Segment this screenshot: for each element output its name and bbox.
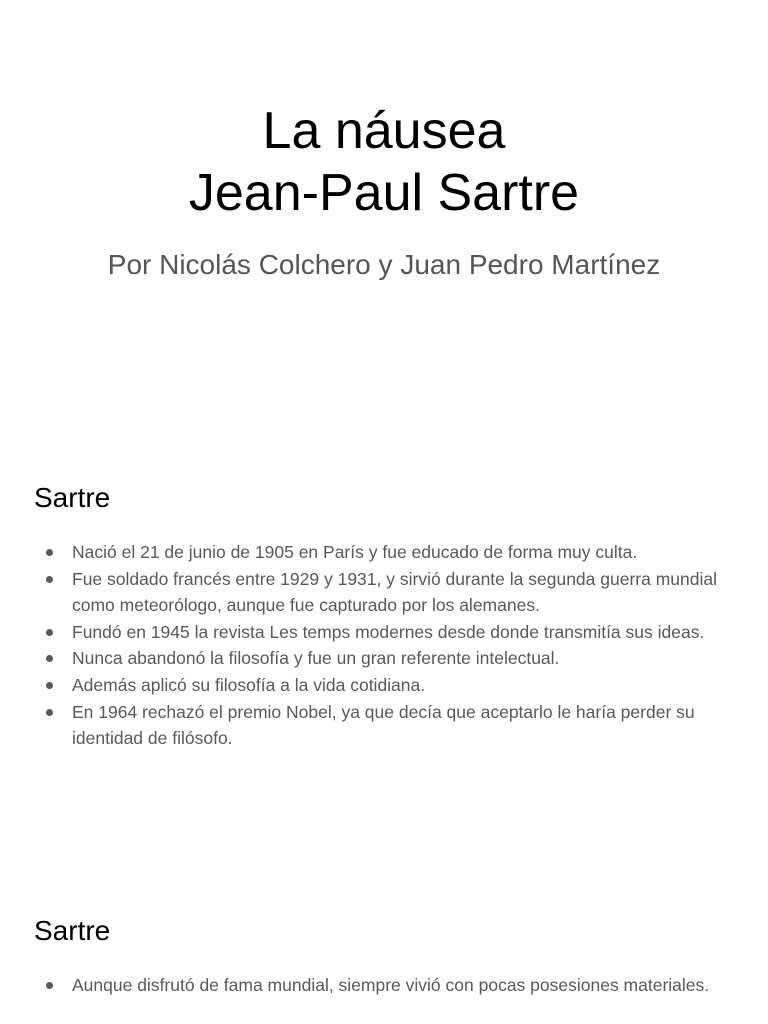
title-block [0,100,768,224]
bullet-text: Fue soldado francés entre 1929 y 1931, y sirvió durante la segunda guerra mundial como meteorólogo, aunque fue capturado por los alemanes. [72,568,717,616]
slide-sartre-life [0,864,768,1024]
bullet-item [42,699,742,752]
bullet-list [42,539,742,752]
bullet-text: Fundó en 1945 la revista Les temps modernes desde donde transmitía sus ideas. [72,621,705,642]
bullet-item [42,566,742,619]
slide-sartre-biography [0,432,768,864]
bullet-text: Nació el 21 de junio de 1905 en París y fue educado de forma muy culta. [72,542,638,562]
title-line-2: Jean-Paul Sartre [188,164,580,222]
slide-heading: Sartre [34,482,111,513]
bullet-item [42,972,742,999]
bullet-item [42,539,742,566]
bullet-icon [46,576,53,583]
bullet-icon [46,709,53,716]
subtitle: Por Nicolás Colchero y Juan Pedro Martínez [107,249,661,280]
bullet-icon [46,682,53,689]
bullet-item [42,672,742,699]
bullet-icon [46,549,53,556]
bullet-item [42,619,742,646]
bullet-text: Aunque disfrutó de fama mundial, siempre vivió con pocas posesiones materiales. [72,975,710,995]
bullet-item [42,645,742,672]
bullet-text: En 1964 rechazó el premio Nobel, ya que decía que aceptarlo le haría perder su identidad de filósofo. [72,701,695,749]
bullet-icon [46,629,53,636]
title-slide [0,0,768,432]
bullet-list [42,972,742,999]
slide-heading: Sartre [34,915,111,946]
title-line-1: La náusea [262,102,506,160]
bullet-icon [46,982,53,989]
bullet-icon [46,655,53,662]
bullet-text: Nunca abandonó la filosofía y fue un gran referente intelectual. [72,648,560,669]
bullet-text: Además aplicó su filosofía a la vida cotidiana. [72,674,426,695]
